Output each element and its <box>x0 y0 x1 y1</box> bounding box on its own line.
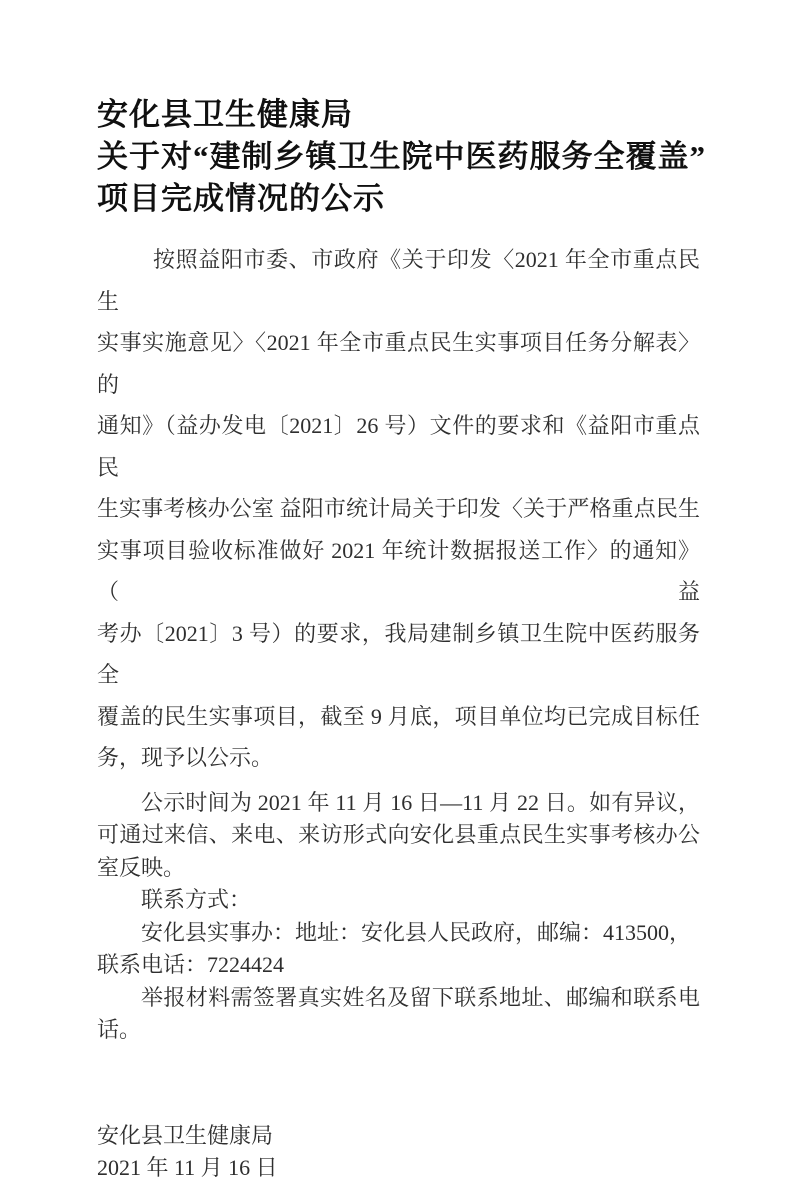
paragraph-line: 通知》（益办发电〔2021〕26 号）文件的要求和《益阳市重点民 <box>97 413 700 480</box>
document-title-line1: 安化县卫生健康局 <box>97 97 353 132</box>
paragraph-contact <box>97 884 700 982</box>
contact-line: 联系电话：7224424 <box>97 952 285 977</box>
document-title <box>97 0 706 220</box>
paragraph-line: 生实事考核办公室 益阳市统计局关于印发〈关于严格重点民生 <box>97 496 700 521</box>
paragraph-line: 公示时间为 2021 年 11 月 16 日—11 月 22 日。如有异议， <box>141 789 700 815</box>
report-line: 话。 <box>97 1017 142 1042</box>
paragraph-line: 务，现予以公示。 <box>97 745 274 770</box>
signature-block <box>97 1120 700 1184</box>
paragraph-opening <box>97 239 700 779</box>
paragraph-line: 可通过来信、来电、来访形式向安化县重点民生实事考核办公 <box>97 822 700 847</box>
document-content <box>97 0 706 1184</box>
contact-line: 安化县实事办：地址：安化县人民政府，邮编：413500， <box>141 919 692 945</box>
document-body <box>97 239 700 1184</box>
document-title-line2: 关于对“建制乡镇卫生院中医药服务全覆盖” <box>97 139 706 174</box>
contact-heading-line: 联系方式： <box>141 887 252 912</box>
paragraph-line: 按照益阳市委、市政府《关于印发〈2021 年全市重点民生 <box>97 247 700 314</box>
signature-date: 2021 年 11 月 16 日 <box>97 1154 278 1180</box>
paragraph-line: 覆盖的民生实事项目，截至 9 月底，项目单位均已完成目标任 <box>97 703 700 729</box>
paragraph-line: 实事项目验收标准做好 2021 年统计数据报送工作〉的通知》（益 <box>97 537 700 604</box>
paragraph-report-requirements <box>97 982 700 1047</box>
report-line: 举报材料需签署真实姓名及留下联系地址、邮编和联系电 <box>141 984 700 1010</box>
paragraph-line: 室反映。 <box>97 854 186 880</box>
paragraph-line: 考办〔2021〕3 号）的要求，我局建制乡镇卫生院中医药服务全 <box>97 620 700 687</box>
document-title-line3: 项目完成情况的公示 <box>97 181 385 216</box>
paragraph-publicity-period <box>97 787 700 885</box>
signature-org: 安化县卫生健康局 <box>97 1122 274 1148</box>
paragraph-line: 实事实施意见〉〈2021 年全市重点民生实事项目任务分解表〉的 <box>97 330 700 397</box>
